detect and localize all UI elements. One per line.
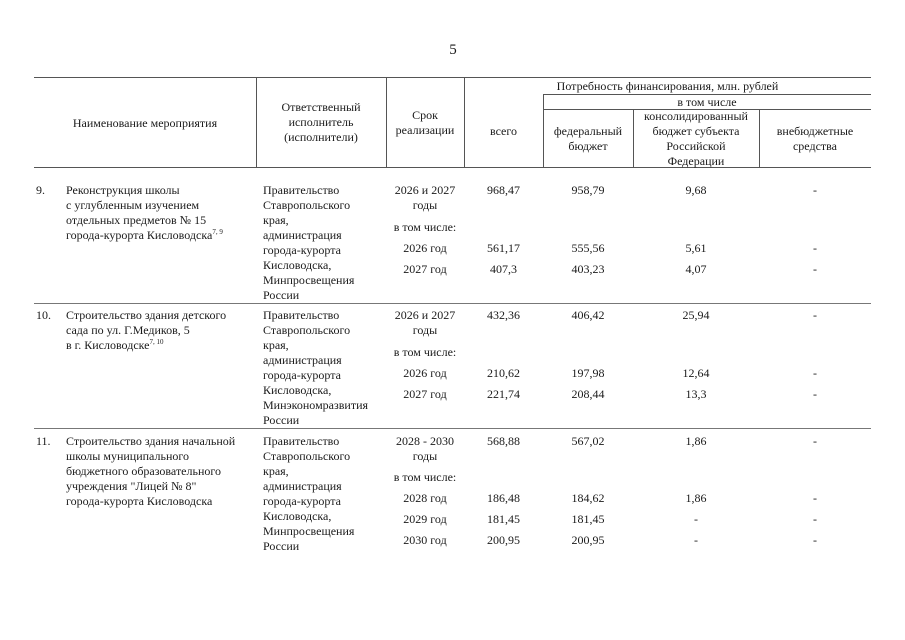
year-total: 200,95 [487,533,520,547]
year-total: 561,17 [487,241,520,255]
row-consolidated: 1,86 [685,434,707,448]
header-including: в том числе [677,95,737,109]
year-consolidated: 13,3 [685,387,707,401]
year-federal: 200,95 [571,533,605,547]
header-term: Срок реализации [395,108,455,137]
row-separator [34,303,871,304]
year-federal: 208,44 [571,387,605,401]
row-extra: - [813,183,817,197]
row-separator [34,428,871,429]
year-term: 2028 год [403,491,447,505]
row-consolidated: 25,94 [682,308,710,322]
year-consolidated: 12,64 [682,366,710,380]
year-federal: 181,45 [571,512,605,526]
row-federal: 958,79 [571,183,605,197]
header-federal: федеральный бюджет [553,124,623,153]
row-responsible: Правительство Ставропольского края, администрация города-курорта Кисловодска, Минпросвещения России [263,183,355,302]
year-extra: - [813,512,817,526]
row-including-label: в том числе: [393,470,457,484]
row-number: 11. [36,434,51,448]
year-total: 181,45 [487,512,520,526]
row-term: 2026 и 2027 годы [394,183,456,212]
year-term: 2029 год [403,512,447,526]
header-financing: Потребность финансирования, млн. рублей [556,79,779,93]
row-name: Реконструкция школы с углубленным изучением отдельных предметов № 15 города-курорта Кисловодска$^{7, 9}$ [66,183,223,242]
header-top-border [34,77,871,78]
header-responsible: Ответственный исполнитель (исполнители) [281,100,361,144]
row-federal: 567,02 [571,434,605,448]
year-extra: - [813,262,817,276]
row-term: 2028 - 2030 годы [396,434,454,463]
header-total: всего [489,124,518,138]
year-consolidated: 5,61 [685,241,707,255]
year-term: 2026 год [403,366,447,380]
year-consolidated: - [694,512,698,526]
row-name: Строительство здания детского сада по ул. Г.Медиков, 5 в г. Кисловодске$^{7, 10}$ [66,308,227,352]
row-including-label: в том числе: [393,220,457,234]
year-total: 210,62 [487,366,520,380]
row-name: Строительство здания начальной школы муниципального бюджетного образовательного учреждения "Лицей № 8" города-курорта Кисловодска [66,434,236,508]
row-number: 9. [36,183,45,197]
year-total: 186,48 [487,491,520,505]
year-extra: - [813,241,817,255]
year-extra: - [813,533,817,547]
year-term: 2027 год [403,387,447,401]
year-extra: - [813,387,817,401]
row-extra: - [813,434,817,448]
year-extra: - [813,366,817,380]
year-consolidated: 1,86 [685,491,707,505]
row-number: 10. [36,308,51,322]
year-extra: - [813,491,817,505]
row-term: 2026 и 2027 годы [394,308,456,337]
year-consolidated: 4,07 [685,262,707,276]
year-federal: 403,23 [571,262,605,276]
year-term: 2030 год [403,533,447,547]
year-term: 2026 год [403,241,447,255]
row-responsible: Правительство Ставропольского края, администрация города-курорта Кисловодска, Минпросвещения России [263,434,355,553]
row-total: 432,36 [487,308,520,322]
row-consolidated: 9,68 [685,183,707,197]
row-responsible: Правительство Ставропольского края, администрация города-курорта Кисловодска, Минэкономразвития России [263,308,369,427]
row-extra: - [813,308,817,322]
row-total: 968,47 [487,183,520,197]
header-extra: внебюджетные средства [776,124,854,153]
year-consolidated: - [694,533,698,547]
year-total: 407,3 [490,262,517,276]
year-total: 221,74 [487,387,520,401]
year-federal: 197,98 [571,366,605,380]
year-term: 2027 год [403,262,447,276]
row-including-label: в том числе: [393,345,457,359]
year-federal: 555,56 [571,241,605,255]
header-name: Наименование мероприятия [72,116,218,130]
page-number: 5 [449,42,457,58]
header-consolidated: консолидированный бюджет субъекта Российской Федерации [644,109,748,168]
row-total: 568,88 [487,434,520,448]
row-federal: 406,42 [571,308,605,322]
year-federal: 184,62 [571,491,605,505]
